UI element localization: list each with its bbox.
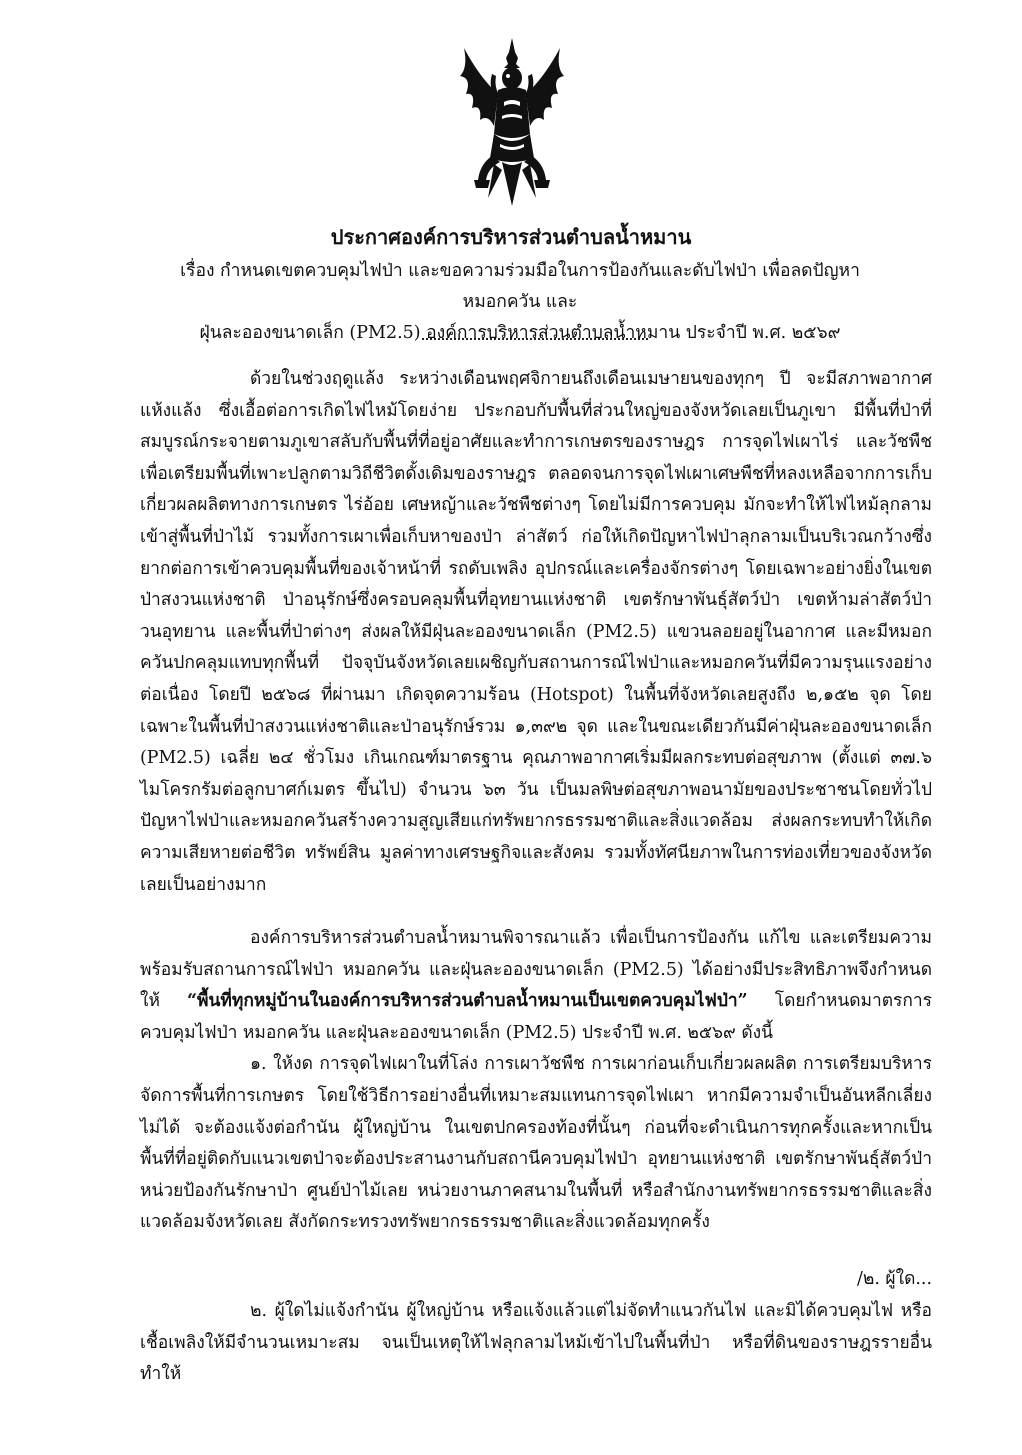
paragraph-2-text-a: องค์การบริหารส่วนตำบลน้ำหมานพิจารณาแล้ว เพื่อเป็นการป้องกัน แก้ไข และเตรียมความพร้อมรับสถานการณ์ไฟป่า หมอกควัน และฝุ่นละอองขนาดเล็ก (PM2.5) ได้อย่างมีประสิทธิภาพจึงกำหนดให้: [140, 928, 932, 1012]
subject-line-1: เรื่อง กำหนดเขตควบคุมไฟป่า และขอความร่วมมือในการป้องกันและดับไฟป่า เพื่อลดปัญหาหมอกควัน และ: [180, 261, 860, 312]
document-body: [140, 364, 932, 1239]
paragraph-2-text-b: โดยกำหนดมาตรการควบคุมไฟป่า หมอกควัน และฝุ่นละอองขนาดเล็ก (PM2.5) ประจำปี พ.ศ. ๒๕๖๙ ดังนี้: [140, 991, 932, 1043]
item-2: [140, 1296, 932, 1391]
continuation-marker: /๒. ผู้ใด...: [857, 1269, 932, 1289]
garuda-emblem-icon: [458, 38, 566, 208]
paragraph-2: [140, 923, 932, 1049]
subject: [160, 256, 880, 349]
item-2-text: ๒. ผู้ใดไม่แจ้งกำนัน ผู้ใหญ่บ้าน หรือแจ้งแล้วแต่ไม่จัดทำแนวกันไฟ และมิได้ควบคุมไฟ หรือเชื้อเพลิงให้มีจำนวนเหมาะสม จนเป็นเหตุให้ไฟลุกลามไหม้เข้าไปในพื้นที่ป่า หรือที่ดินของราษฎรรายอื่น ทำให้: [140, 1301, 932, 1385]
separator-dots: [422, 338, 648, 340]
item-1: ๑. ให้งด การจุดไฟเผาในที่โล่ง การเผาวัชพืช การเผาก่อนเก็บเกี่ยวผลผลิต การเตรียมบริหารจัดการพื้นที่การเกษตร โดยใช้วิธีการอย่างอื่นที่เหมาะสมแทนการจุดไฟเผา หากมีความจำเป็นอันหลีกเลี่ยงไม่ได้ จะต้องแจ้งต่อกำนัน ผู้ใหญ่บ้าน ในเขตปกครองท้องที่นั้นๆ ก่อนที่จะดำเนินการทุกครั้งและหากเป็นพื้นที่ที่อยู่ติดกับแนวเขตป่าจะต้องประสานงานกับสถานีควบคุมไฟป่า อุทยานแห่งชาติ เขตรักษาพันธุ์สัตว์ป่า หน่วยป้องกันรักษาป่า ศูนย์ป่าไม้เลย หน่วยงานภาคสนามในพื้นที่ หรือสำนักงานทรัพยากรธรรมชาติและสิ่งแวดล้อมจังหวัดเลย สังกัดกระทรวงทรัพยากรธรรมชาติและสิ่งแวดล้อมทุกครั้ง: [140, 1054, 932, 1233]
page-title: ประกาศองค์การบริหารส่วนตำบลน้ำหมาน: [330, 225, 692, 249]
subject-line-2: ฝุ่นละอองขนาดเล็ก (PM2.5) องค์การบริหารส่วนตำบลน้ำหมาน ประจำปี พ.ศ. ๒๕๖๙: [199, 323, 841, 343]
paragraph-2-emphasis: “พื้นที่ทุกหมู่บ้านในองค์การบริหารส่วนตำบลน้ำหมานเป็นเขตควบคุมไฟป่า”: [187, 991, 748, 1012]
paragraph-1: ด้วยในช่วงฤดูแล้ง ระหว่างเดือนพฤศจิกายนถึงเดือนเมษายนของทุกๆ ปี จะมีสภาพอากาศแห้งแล้ง ซึ่งเอื้อต่อการเกิดไฟไหม้โดยง่าย ประกอบกับพื้นที่ส่วนใหญ่ของจังหวัดเลยเป็นภูเขา มีพื้นที่ป่าที่สมบูรณ์กระจายตามภูเขาสลับกับพื้นที่ที่อยู่อาศัยและทำการเกษตรของราษฎร การจุดไฟเผาไร่ และวัชพืชเพื่อเตรียมพื้นที่เพาะปลูกตามวิถีชีวิตดั้งเดิมของราษฎร ตลอดจนการจุดไฟเผาเศษพืชที่หลงเหลือจากการเก็บเกี่ยวผลผลิตทางการเกษตร ไร่อ้อย เศษหญ้าและวัชพืชต่างๆ โดยไม่มีการควบคุม มักจะทำให้ไฟไหม้ลุกลามเข้าสู่พื้นที่ป่าไม้ รวมทั้งการเผาเพื่อเก็บหาของป่า ล่าสัตว์ ก่อให้เกิดปัญหาไฟป่าลุกลามเป็นบริเวณกว้างซึ่งยากต่อการเข้าควบคุมพื้นที่ของเจ้าหน้าที่ รถดับเพลิง อุปกรณ์และเครื่องจักรต่างๆ โดยเฉพาะอย่างยิ่งในเขตป่าสงวนแห่งชาติ ป่าอนุรักษ์ซึ่งครอบคลุมพื้นที่อุทยานแห่งชาติ เขตรักษาพันธุ์สัตว์ป่า เขตห้ามล่าสัตว์ป่าวนอุทยาน และพื้นที่ป่าต่างๆ ส่งผลให้มีฝุ่นละอองขนาดเล็ก (PM2.5) แขวนลอยอยู่ในอากาศ และมีหมอกควันปกคลุมแทบทุกพื้นที่ ปัจจุบันจังหวัดเลยเผชิญกับสถานการณ์ไฟป่าและหมอกควันที่มีความรุนแรงอย่างต่อเนื่อง โดยปี ๒๕๖๘ ที่ผ่านมา เกิดจุดความร้อน (Hotspot) ในพื้นที่จังหวัดเลยสูงถึง ๒,๑๕๒ จุด โดยเฉพาะในพื้นที่ป่าสงวนแห่งชาติและป่าอนุรักษ์รวม ๑,๓๙๒ จุด และในขณะเดียวกันมีค่าฝุ่นละอองขนาดเล็ก (PM2.5) เฉลี่ย ๒๔ ชั่วโมง เกินเกณฑ์มาตรฐาน คุณภาพอากาศเริ่มมีผลกระทบต่อสุขภาพ (ตั้งแต่ ๓๗.๖ ไมโครกรัมต่อลูกบาศก์เมตร ขึ้นไป) จำนวน ๖๓ วัน เป็นมลพิษต่อสุขภาพอนามัยของประชาชนโดยทั่วไป ปัญหาไฟป่าและหมอกควันสร้างความสูญเสียแก่ทรัพยากรธรรมชาติและสิ่งแวดล้อม ส่งผลกระทบทำให้เกิดความเสียหายต่อชีวิต ทรัพย์สิน มูลค่าทางเศรษฐกิจและสังคม รวมทั้งทัศนียภาพในการท่องเที่ยวของจังหวัดเลยเป็นอย่างมาก: [140, 369, 932, 895]
